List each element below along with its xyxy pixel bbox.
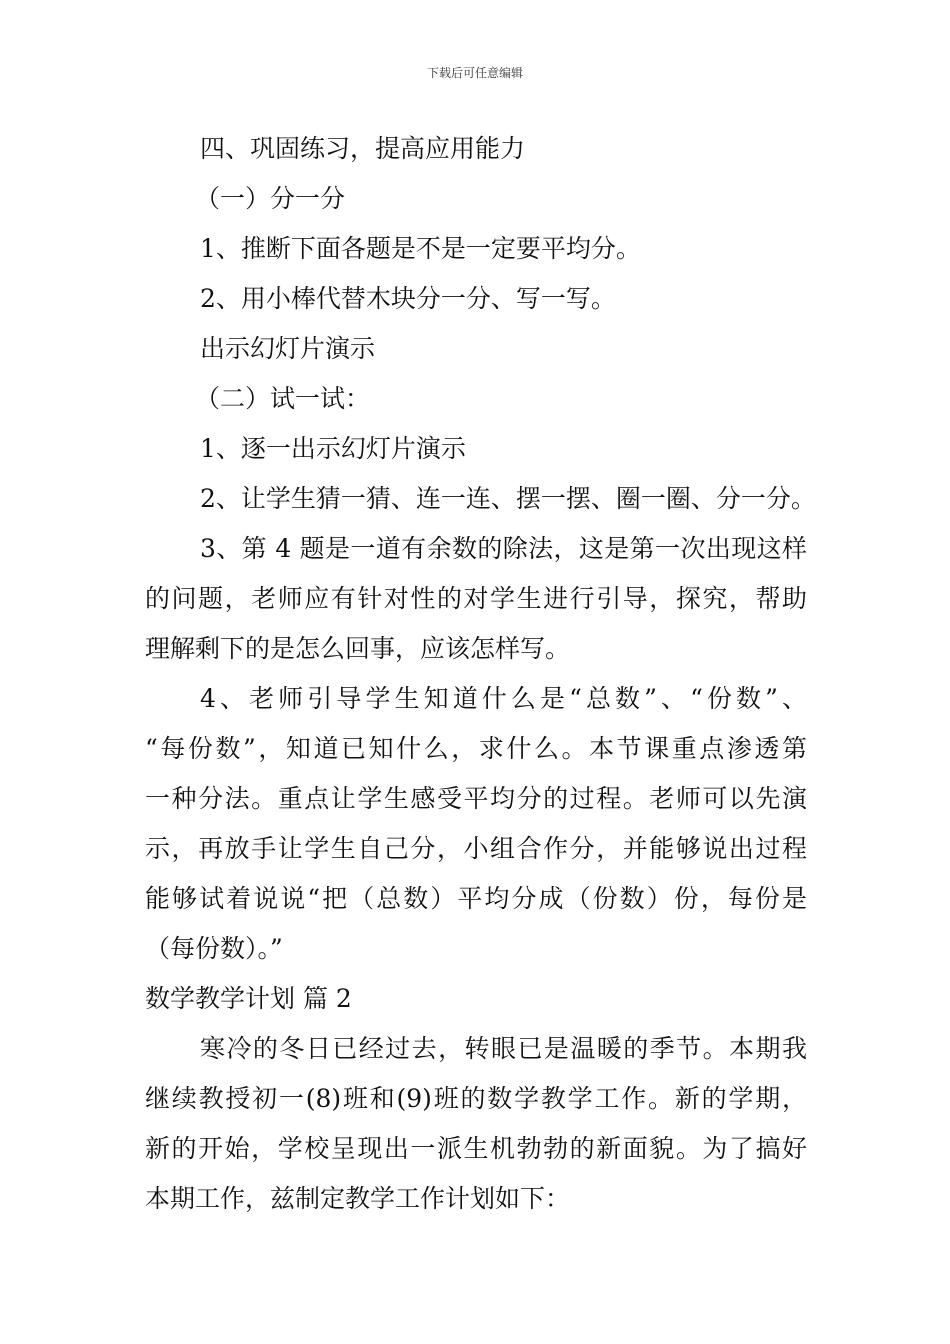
paragraph-line: 1、逐一出示幻灯片演示 [200, 434, 466, 463]
article-title: 数学教学计划 篇 2 [145, 984, 352, 1013]
paragraph-line: 新的开始，学校呈现出一派生机勃勃的新面貌。为了搞好 [145, 1134, 807, 1163]
subsection-heading: （一）分一分 [195, 184, 346, 213]
paragraph-line: 4、老师引导学生知道什么是“总数”、“份数”、 [200, 684, 807, 713]
paragraph-line: 本期工作，兹制定教学工作计划如下： [145, 1184, 571, 1213]
subsection-heading: （二）试一试： [195, 384, 371, 413]
section-heading: 四、巩固练习，提高应用能力 [200, 134, 526, 163]
paragraph-line: 理解剩下的是怎么回事，应该怎样写。 [145, 634, 571, 663]
paragraph-line: 寒冷的冬日已经过去，转眼已是温暖的季节。本期我 [200, 1034, 807, 1063]
paragraph-line: 2、用小棒代替木块分一分、写一写。 [200, 284, 616, 313]
paragraph-line: 能够试着说说“把（总数）平均分成（份数）份，每份是 [145, 884, 807, 913]
paragraph-line: 的问题，老师应有针对性的对学生进行引导，探究，帮助 [145, 584, 807, 613]
paragraph-line: 3、第 4 题是一道有余数的除法，这是第一次出现这样 [200, 534, 807, 563]
paragraph-line: 2、让学生猜一猜、连一连、摆一摆、圈一圈、分一分。 [200, 484, 816, 513]
page-header: 下载后可任意编辑 [426, 66, 523, 80]
paragraph-line: 一种分法。重点让学生感受平均分的过程。老师可以先演 [145, 784, 807, 813]
document-body [145, 124, 816, 1224]
paragraph-line: 示，再放手让学生自己分，小组合作分，并能够说出过程 [145, 834, 807, 863]
paragraph-line: （每份数）。” [145, 934, 283, 963]
paragraph-line: 出示幻灯片演示 [200, 334, 376, 363]
paragraph-line: 1、推断下面各题是不是一定要平均分。 [200, 234, 641, 263]
paragraph-line: “每份数”，知道已知什么，求什么。本节课重点渗透第 [145, 734, 807, 763]
paragraph-line: 继续教授初一(8)班和(9)班的数学教学工作。新的学期， [145, 1084, 807, 1113]
